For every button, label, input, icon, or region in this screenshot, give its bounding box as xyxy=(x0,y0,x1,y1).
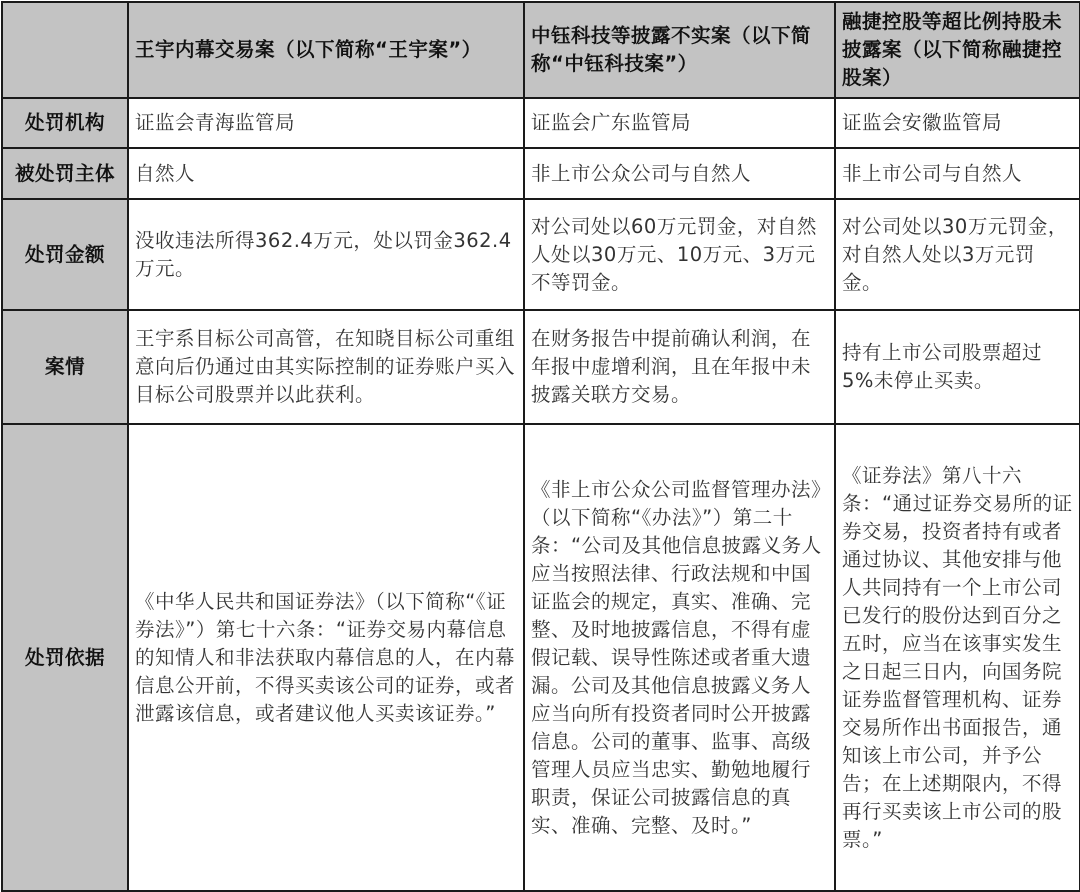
table-cell: 持有上市公司股票超过5%未停止买卖。 xyxy=(835,310,1080,424)
header-row xyxy=(2,2,1080,98)
table-row-case-facts xyxy=(2,310,1080,424)
table-row-subject xyxy=(2,148,1080,199)
corner-cell xyxy=(2,2,128,98)
table-row-amount xyxy=(2,199,1080,310)
table-cell: 《证券法》第八十六条：“通过证券交易所的证券交易，投资者持有或者通过协议、其他安排与他人共同持有一个上市公司已发行的股份达到百分之五时，应当在该事实发生之日起三日内，向国务院证券监督管理机构、证券交易所作出书面报告，通知该上市公司，并予公告；在上述期限内，不得再行买卖该上市公司的股票。” xyxy=(835,424,1080,891)
column-header-rongjie-case: 融捷控股等超比例持股未披露案（以下简称融捷控股案） xyxy=(835,2,1080,98)
table-cell: 在财务报告中提前确认利润，在年报中虚增利润，且在年报中未披露关联方交易。 xyxy=(524,310,835,424)
row-label-subject: 被处罚主体 xyxy=(2,148,128,199)
column-header-zhongyu-case: 中钰科技等披露不实案（以下简称“中钰科技案”） xyxy=(524,2,835,98)
table-cell: 证监会安徽监管局 xyxy=(835,98,1080,148)
table-cell: 对公司处以30万元罚金，对自然人处以3万元罚金。 xyxy=(835,199,1080,310)
table-cell: 自然人 xyxy=(128,148,524,199)
row-label-case-facts: 案情 xyxy=(2,310,128,424)
table-cell: 非上市公司与自然人 xyxy=(835,148,1080,199)
table-cell: 非上市公众公司与自然人 xyxy=(524,148,835,199)
column-header-wangyu-case: 王宇内幕交易案（以下简称“王宇案”） xyxy=(128,2,524,98)
row-label-legal-basis: 处罚依据 xyxy=(2,424,128,891)
table-cell: 《中华人民共和国证券法》（以下简称“《证券法》”）第七十六条：“证券交易内幕信息的知情人和非法获取内幕信息的人，在内幕信息公开前，不得买卖该公司的证券，或者泄露该信息，或者建议他人买卖该证券。” xyxy=(128,424,524,891)
table-row-legal-basis xyxy=(2,424,1080,891)
table-cell: 《非上市公众公司监督管理办法》（以下简称“《办法》”）第二十条：“公司及其他信息披露义务人应当按照法律、行政法规和中国证监会的规定，真实、准确、完整、及时地披露信息，不得有虚假记载、误导性陈述或者重大遗漏。公司及其他信息披露义务人应当向所有投资者同时公开披露信息。公司的董事、监事、高级管理人员应当忠实、勤勉地履行职责，保证公司披露信息的真实、准确、完整、及时。” xyxy=(524,424,835,891)
table-cell: 没收违法所得362.4万元，处以罚金362.4万元。 xyxy=(128,199,524,310)
penalty-comparison-table xyxy=(1,1,1080,892)
table-cell: 证监会青海监管局 xyxy=(128,98,524,148)
table-row-authority xyxy=(2,98,1080,148)
table-cell: 对公司处以60万元罚金，对自然人处以30万元、10万元、3万元不等罚金。 xyxy=(524,199,835,310)
table-cell: 王宇系目标公司高管，在知晓目标公司重组意向后仍通过由其实际控制的证券账户买入目标公司股票并以此获利。 xyxy=(128,310,524,424)
row-label-authority: 处罚机构 xyxy=(2,98,128,148)
row-label-amount: 处罚金额 xyxy=(2,199,128,310)
table-cell: 证监会广东监管局 xyxy=(524,98,835,148)
